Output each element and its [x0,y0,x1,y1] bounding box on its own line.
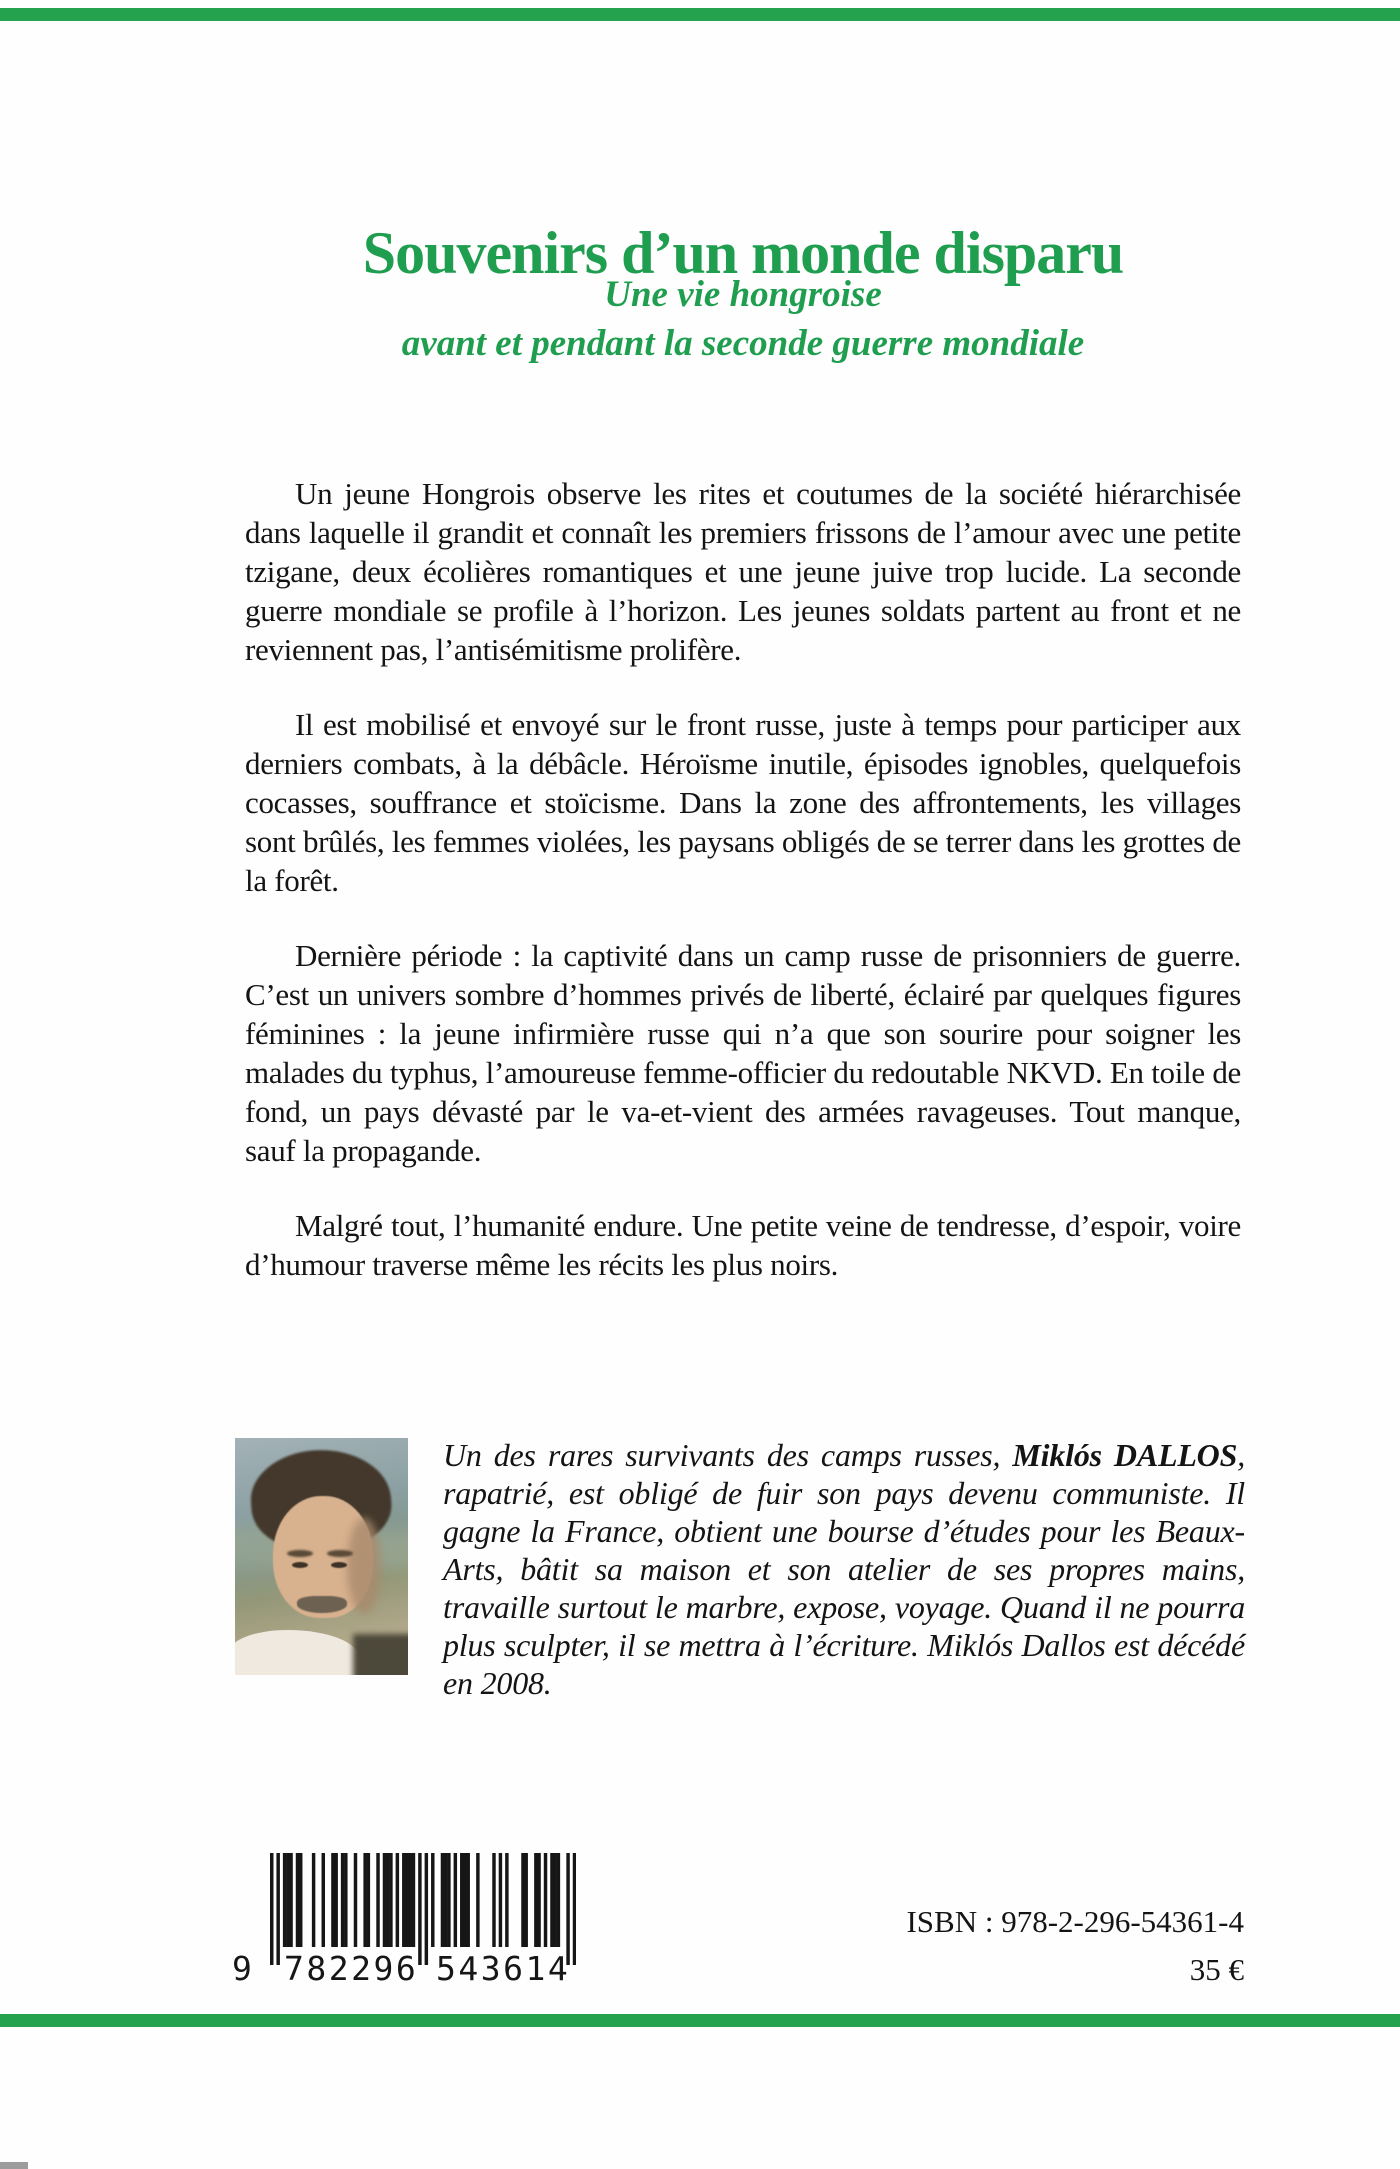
book-subtitle [245,270,1241,368]
barcode-lead-digit: 9 [232,1949,252,1988]
subtitle-line-2: avant et pendant la seconde guerre mondiale [401,323,1085,364]
ean13-barcode [232,1853,582,1993]
bio-text-before-name: Un des rares survivants des camps russes, [443,1437,1013,1473]
bottom-green-rule [0,2014,1400,2027]
photo-eye-left [292,1562,308,1568]
author-name: Miklós DALLOS [1012,1437,1238,1473]
photo-face-shadow [347,1518,381,1614]
author-bio [443,1436,1245,1702]
price-text: 35 € [1189,1952,1244,1987]
photo-eyebrow-right [327,1550,353,1557]
synopsis-paragraph-4: Malgré tout, l’humanité endure. Une petite veine de tendresse, d’espoir, voire d’humour traverse même les récits les plus noirs. [245,1208,1241,1282]
synopsis [245,474,1241,1320]
photo-shirt [235,1630,359,1675]
synopsis-paragraph-3: Dernière période : la captivité dans un camp russe de prisonniers de guerre. C’est un univers sombre d’hommes privés de liberté, éclairé par quelques figures féminines : la jeune infirmière russe qui n’a que son sourire pour soigner les malades du typhus, l’amoureuse femme-officier du redoutable NKVD. En toile de fond, un pays dévasté par le va-et-vient des armées ravageuses. Tout manque, sauf la propagande. [245,938,1241,1168]
barcode-digits-group-2: 543614 [436,1949,571,1988]
photo-shoulder [353,1634,408,1675]
barcode-digits-group-1: 782296 [284,1949,419,1988]
synopsis-paragraph-2: Il est mobilisé et envoyé sur le front russe, juste à temps pour participer aux derniers combats, à la débâcle. Héroïsme inutile, épisodes ignobles, quelquefois cocasses, souffrance et stoïcisme. Dans la zone des affrontements, les villages sont brûlés, les femmes violées, les paysans obligés de se terrer dans les grottes de la forêt. [245,707,1241,898]
author-portrait-photo [235,1438,408,1675]
isbn-price-block [800,1902,1244,1990]
subtitle-line-1: Une vie hongroise [604,274,882,315]
photo-eyebrow-left [287,1550,313,1557]
isbn-text: ISBN : 978-2-296-54361-4 [906,1904,1244,1939]
photo-eye-right [331,1562,347,1568]
synopsis-paragraph-1: Un jeune Hongrois observe les rites et coutumes de la société hiérarchisée dans laquelle il grandit et connaît les premiers frissons de l’amour avec une petite tzigane, deux écolières romantiques et une jeune juive trop lucide. La seconde guerre mondiale se profile à l’horizon. Les jeunes soldats partent au front et ne reviennent pas, l’antisémitisme prolifère. [245,476,1241,667]
bio-text-after-name: , rapatrié, est obligé de fuir son pays devenu communiste. Il gagne la France, obtient une bourse d’études pour les Beaux-Arts, bâtit sa maison et son atelier de ses propres mains, travaille surtout le marbre, expose, voyage. Quand il ne pourra plus sculpter, il se mettra à l’écriture. Miklós Dallos est décédé en 2008. [443,1437,1245,1701]
book-title: Souvenirs d’un monde disparu [362,220,1124,287]
top-green-rule [0,8,1400,21]
photo-mustache [297,1596,347,1613]
scan-artifact-mark [0,2162,28,2169]
